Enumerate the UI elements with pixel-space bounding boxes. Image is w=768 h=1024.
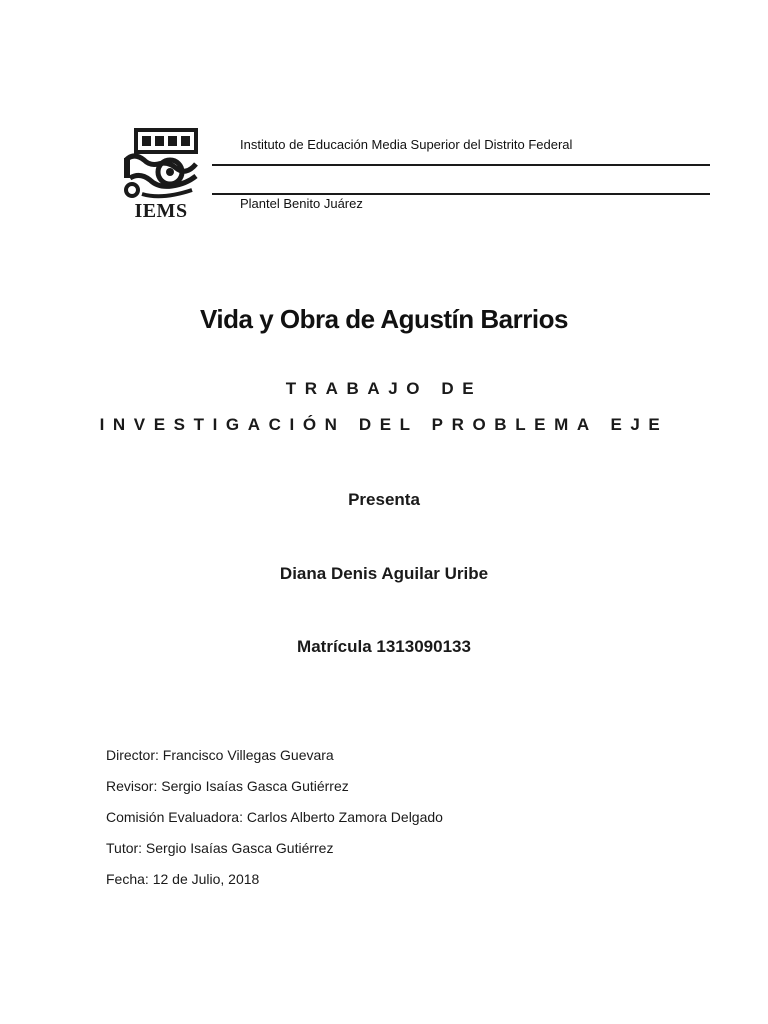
institution-name: Instituto de Educación Media Superior del Distrito Federal (240, 137, 573, 152)
header-divider (212, 164, 710, 166)
credits-list (106, 744, 706, 899)
credit-director: Director: Francisco Villegas Guevara (106, 747, 334, 763)
subtitle-line: INVESTIGACIÓN DEL PROBLEMA EJE (99, 415, 669, 434)
iems-logo (120, 128, 202, 222)
logo-wordmark: IEMS (134, 200, 188, 222)
credit-date: Fecha: 12 de Julio, 2018 (106, 871, 260, 887)
credit-committee: Comisión Evaluadora: Carlos Alberto Zamora Delgado (106, 809, 443, 825)
credit-reviewer: Revisor: Sergio Isaías Gasca Gutiérrez (106, 778, 349, 794)
header-divider (212, 193, 710, 195)
presenta-label: Presenta (348, 490, 420, 509)
student-id: Matrícula 1313090133 (297, 637, 471, 656)
credit-tutor: Tutor: Sergio Isaías Gasca Gutiérrez (106, 840, 334, 856)
document-title: Vida y Obra de Agustín Barrios (200, 304, 568, 334)
iems-emblem-icon (120, 128, 202, 200)
author-name: Diana Denis Aguilar Uribe (279, 564, 489, 583)
campus-name: Plantel Benito Juárez (240, 196, 363, 211)
subtitle-line: TRABAJO DE (285, 379, 483, 398)
